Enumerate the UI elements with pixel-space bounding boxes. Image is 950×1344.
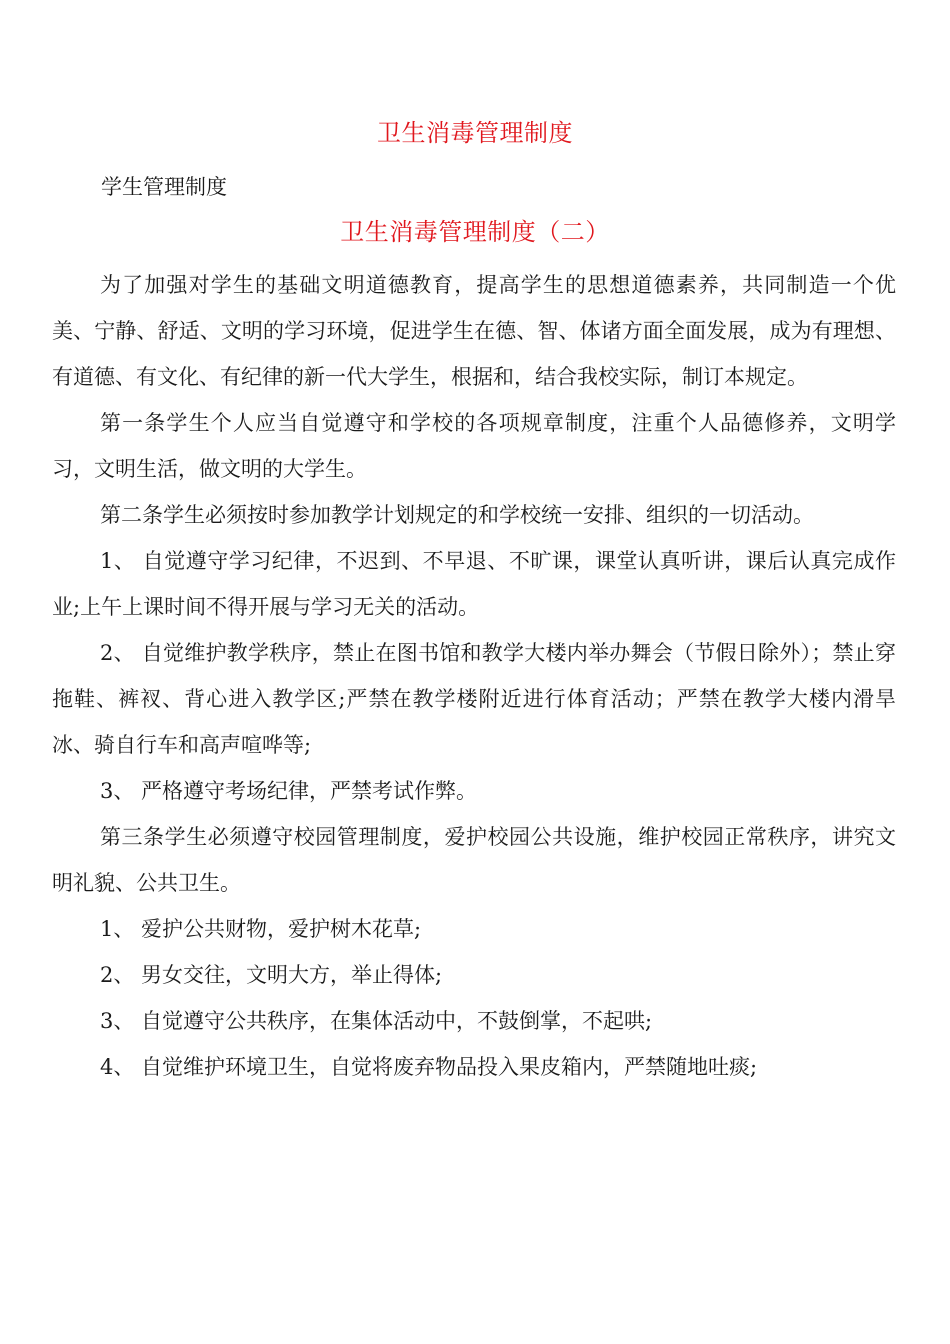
- article-2-item-1: 1、 自觉遵守学习纪律，不迟到、不早退、不旷课，课堂认真听讲，课后认真完成作业;上午上课时间不得开展与学习无关的活动。: [52, 549, 896, 619]
- document-body: [52, 262, 896, 1090]
- article-3-paragraph: 第三条学生必须遵守校园管理制度，爱护校园公共设施，维护校园正常秩序，讲究文明礼貌、公共卫生。: [52, 825, 896, 895]
- article-1-paragraph: 第一条学生个人应当自觉遵守和学校的各项规章制度，注重个人品德修养，文明学习，文明生活，做文明的大学生。: [52, 411, 896, 481]
- article-3-item-2: 2、 男女交往，文明大方，举止得体;: [100, 963, 443, 987]
- section-subheading: 学生管理制度: [101, 175, 227, 199]
- article-3-item-4: 4、 自觉维护环境卫生，自觉将废弃物品投入果皮箱内，严禁随地吐痰;: [100, 1055, 758, 1079]
- document-subtitle: 卫生消毒管理制度（二）: [340, 218, 610, 246]
- article-3-item-1: 1、 爱护公共财物，爱护树木花草;: [100, 917, 422, 941]
- article-3-item-3: 3、 自觉遵守公共秩序，在集体活动中，不鼓倒掌，不起哄;: [100, 1009, 653, 1033]
- article-2-item-2: 2、 自觉维护教学秩序，禁止在图书馆和教学大楼内举办舞会（节假日除外）；禁止穿拖鞋、裤衩、背心进入教学区;严禁在教学楼附近进行体育活动；严禁在教学大楼内滑旱冰、骑自行车和高声喧哗等;: [52, 641, 896, 757]
- article-2-paragraph: 第二条学生必须按时参加教学计划规定的和学校统一安排、组织的一切活动。: [100, 503, 814, 527]
- document-title: 卫生消毒管理制度: [377, 119, 573, 147]
- intro-paragraph: 为了加强对学生的基础文明道德教育，提高学生的思想道德素养，共同制造一个优美、宁静、舒适、文明的学习环境，促进学生在德、智、体诸方面全面发展，成为有理想、有道德、有文化、有纪律的新一代大学生，根据和，结合我校实际，制订本规定。: [52, 273, 896, 389]
- article-2-item-3: 3、 严格遵守考场纪律，严禁考试作弊。: [100, 779, 478, 803]
